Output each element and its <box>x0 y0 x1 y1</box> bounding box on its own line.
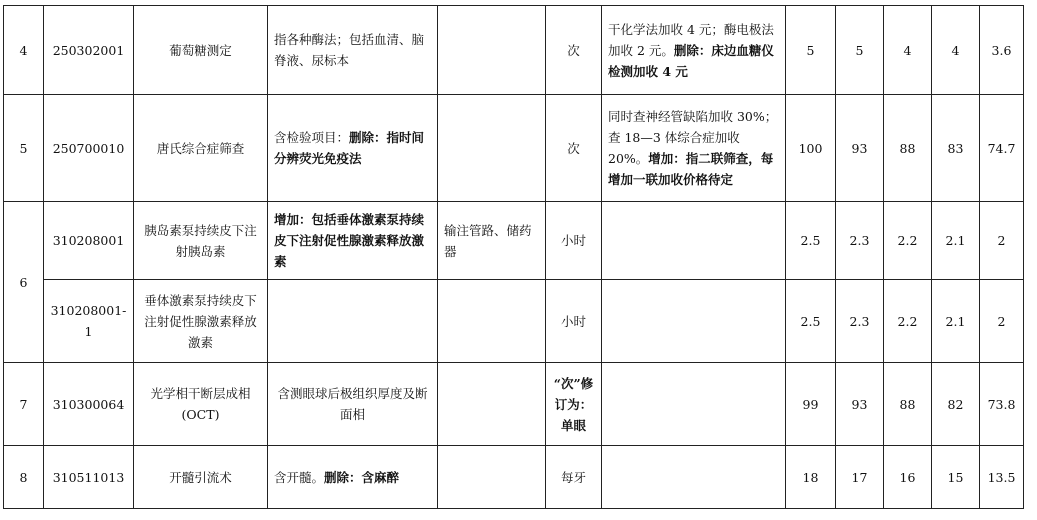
cell-name: 胰岛素泵持续皮下注射胰岛素 <box>134 202 268 280</box>
table-row <box>4 202 1024 280</box>
cell-price-4: 4 <box>932 6 980 95</box>
cell-price-4: 83 <box>932 95 980 202</box>
cell-price-5: 2 <box>980 202 1024 280</box>
cell-price-4: 2.1 <box>932 202 980 280</box>
cell-content <box>268 202 438 280</box>
cell-price-5: 74.7 <box>980 95 1024 202</box>
cell-price-1: 2.5 <box>786 280 836 363</box>
table-row <box>4 6 1024 95</box>
cell-unit: 次 <box>546 6 602 95</box>
cell-note <box>602 280 786 363</box>
note-text: 同时查神经管缺陷加收 30%；查 18—3 体综合症加收 20%。 <box>608 109 778 166</box>
cell-unit: 小时 <box>546 202 602 280</box>
table-row <box>4 363 1024 446</box>
cell-price-3: 4 <box>884 6 932 95</box>
cell-note <box>602 6 786 95</box>
cell-price-5: 73.8 <box>980 363 1024 446</box>
cell-unit: 每牙 <box>546 446 602 509</box>
note-revision: 增加：指二联筛查，每增加一联加收价格待定 <box>608 151 774 187</box>
fee-table <box>3 5 1024 509</box>
cell-no: 6 <box>4 202 44 363</box>
cell-no: 5 <box>4 95 44 202</box>
cell-price-5: 13.5 <box>980 446 1024 509</box>
unit-revision: “次”修订为：单眼 <box>553 375 594 433</box>
cell-code: 310208001 <box>44 202 134 280</box>
cell-price-1: 2.5 <box>786 202 836 280</box>
cell-price-2: 2.3 <box>836 280 884 363</box>
cell-name: 葡萄糖测定 <box>134 6 268 95</box>
cell-name: 开髓引流术 <box>134 446 268 509</box>
cell-price-1: 100 <box>786 95 836 202</box>
cell-price-5: 2 <box>980 280 1024 363</box>
cell-unit: 小时 <box>546 280 602 363</box>
cell-content <box>268 6 438 95</box>
content-revision: 删除：含麻醉 <box>324 469 400 485</box>
cell-name: 唐氏综合症筛查 <box>134 95 268 202</box>
content-text: 含检验项目： <box>274 130 350 145</box>
cell-no: 4 <box>4 6 44 95</box>
cell-no: 8 <box>4 446 44 509</box>
cell-no: 7 <box>4 363 44 446</box>
cell-price-2: 93 <box>836 95 884 202</box>
cell-price-2: 2.3 <box>836 202 884 280</box>
cell-price-2: 5 <box>836 6 884 95</box>
cell-note <box>602 363 786 446</box>
cell-excluded <box>438 6 546 95</box>
cell-price-3: 88 <box>884 95 932 202</box>
cell-price-3: 2.2 <box>884 280 932 363</box>
cell-price-3: 16 <box>884 446 932 509</box>
cell-excluded: 输注管路、储药器 <box>438 202 546 280</box>
note-text: 干化学法加收 4 元；酶电极法加收 2 元。 <box>608 21 774 58</box>
cell-note <box>602 202 786 280</box>
cell-price-2: 17 <box>836 446 884 509</box>
cell-content <box>268 280 438 363</box>
table-row <box>4 95 1024 202</box>
cell-content: 含测眼球后极组织厚度及断面相 <box>268 363 438 446</box>
cell-code: 310511013 <box>44 446 134 509</box>
cell-note <box>602 95 786 202</box>
content-text: 含开髓。 <box>274 469 325 485</box>
cell-name: 垂体激素泵持续皮下注射促性腺激素释放激素 <box>134 280 268 363</box>
note-revision: 删除：床边血糖仪检测加收 4 元 <box>608 42 774 79</box>
cell-price-2: 93 <box>836 363 884 446</box>
cell-code: 310300064 <box>44 363 134 446</box>
cell-price-5: 3.6 <box>980 6 1024 95</box>
cell-price-4: 82 <box>932 363 980 446</box>
cell-excluded <box>438 95 546 202</box>
cell-price-4: 15 <box>932 446 980 509</box>
cell-name: 光学相干断层成相(OCT) <box>134 363 268 446</box>
cell-excluded <box>438 446 546 509</box>
table-row <box>4 280 1024 363</box>
cell-note <box>602 446 786 509</box>
cell-code: 310208001-1 <box>44 280 134 363</box>
cell-price-4: 2.1 <box>932 280 980 363</box>
cell-price-1: 5 <box>786 6 836 95</box>
cell-unit <box>546 363 602 446</box>
cell-price-1: 18 <box>786 446 836 509</box>
cell-price-3: 2.2 <box>884 202 932 280</box>
cell-excluded <box>438 363 546 446</box>
cell-content <box>268 95 438 202</box>
content-text: 指各种酶法；包括血清、脑脊液、尿标本 <box>274 32 425 68</box>
table-row <box>4 446 1024 509</box>
cell-price-1: 99 <box>786 363 836 446</box>
cell-price-3: 88 <box>884 363 932 446</box>
content-revision: 删除：指时间分辨荧光免疫法 <box>274 130 425 166</box>
cell-content <box>268 446 438 509</box>
cell-code: 250700010 <box>44 95 134 202</box>
cell-code: 250302001 <box>44 6 134 95</box>
cell-unit: 次 <box>546 95 602 202</box>
cell-excluded <box>438 280 546 363</box>
content-revision: 增加：包括垂体激素泵持续皮下注射促性腺激素释放激素 <box>274 212 425 269</box>
